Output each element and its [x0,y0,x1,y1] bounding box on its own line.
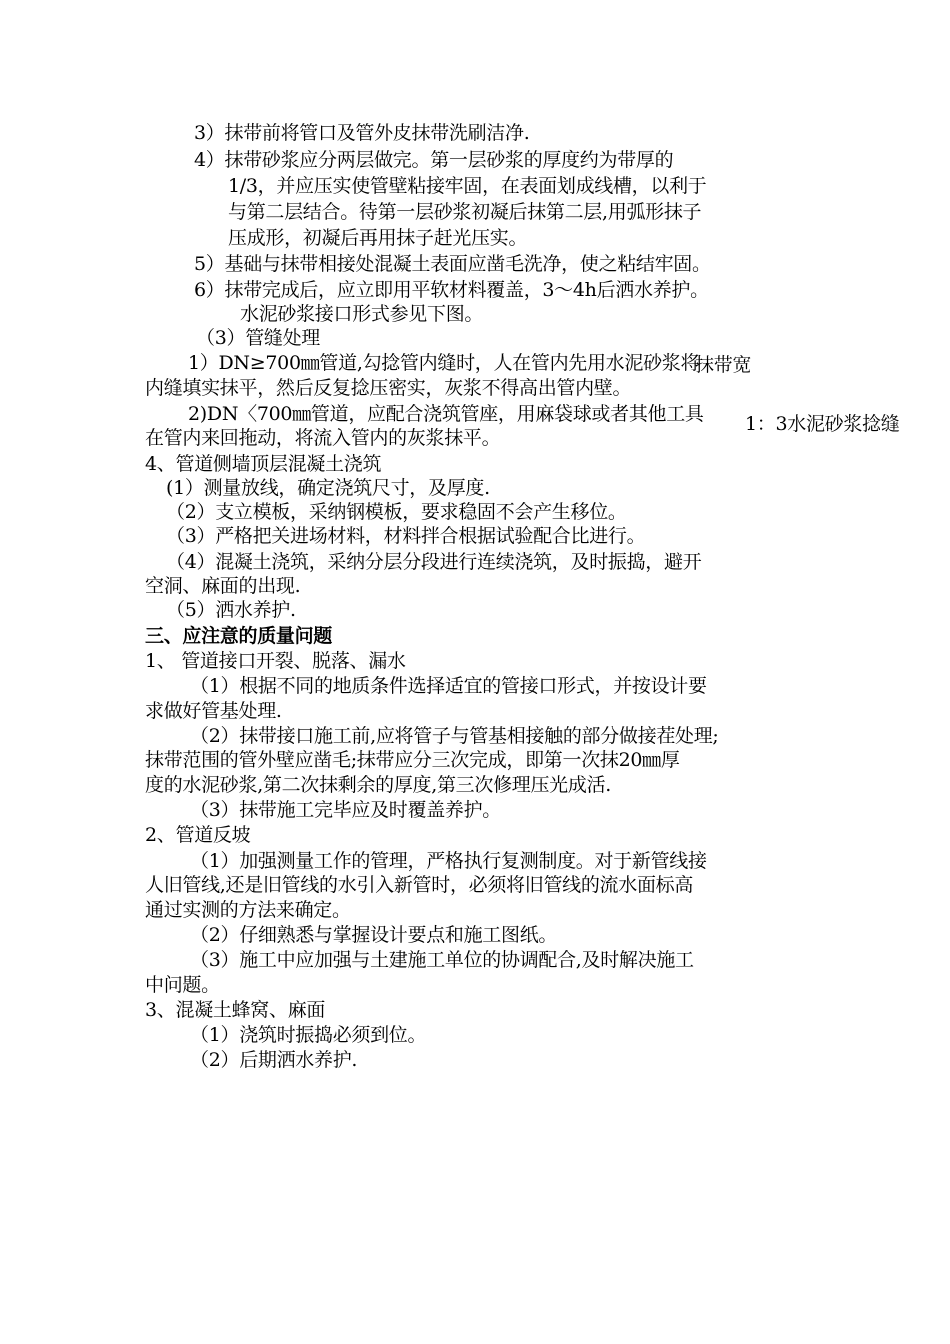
text-line: 通过实测的方法来确定。 [145,899,351,921]
text-line: 中问题。 [145,974,220,996]
text-line: （4）混凝土浇筑，采纳分层分段进行连续浇筑，及时振捣，避开 [166,551,702,573]
figure-label-mortar: 1：3水泥砂浆捻缝 [745,413,900,435]
text-line: （2）后期洒水养护. [190,1049,358,1071]
text-line: （3）管缝处理 [196,327,320,349]
text-line: 内缝填实抹平，然后反复捻压密实，灰浆不得高出管内壁。 [145,377,632,399]
section-heading: 3、混凝土蜂窝、麻面 [145,999,326,1021]
text-line: （1）浇筑时振捣必须到位。 [190,1024,427,1046]
text-line: 空洞、麻面的出现. [145,575,301,597]
text-line: 4）抹带砂浆应分两层做完。第一层砂浆的厚度约为带厚的 [194,149,674,171]
text-line: 求做好管基处理. [145,700,282,722]
text-line: （3）施工中应加强与土建施工单位的协调配合,及时解决施工 [190,949,694,971]
text-line: 人旧管线,还是旧管线的水引入新管时，必须将旧管线的流水面标高 [145,874,694,896]
text-line: （2）仔细熟悉与掌握设计要点和施工图纸。 [190,924,558,946]
text-line: （1）加强测量工作的管理，严格执行复测制度。对于新管线接 [190,850,707,872]
text-line: (1）测量放线，确定浇筑尺寸，及厚度. [166,477,490,499]
text-line: 水泥砂浆接口形式参见下图。 [240,303,484,325]
section-heading: 三、应注意的质量问题 [145,625,333,647]
text-line: 度的水泥砂浆,第二次抹剩余的厚度,第三次修理压光成活. [145,774,612,796]
text-line: 在管内来回拖动，将流入管内的灰浆抹平。 [145,427,501,449]
text-line: （5）洒水养护. [166,599,296,621]
section-heading: 4、管道侧墙顶层混凝土浇筑 [145,453,382,475]
section-heading: 2、管道反坡 [145,824,251,846]
text-line: 1）DN≥700㎜管道,勾捻管内缝时，人在管内先用水泥砂浆将 [188,352,700,374]
text-line: （1）根据不同的地质条件选择适宜的管接口形式，并按设计要 [190,675,707,697]
text-line: （2）抹带接口施工前,应将管子与管基相接触的部分做接茬处理; [190,725,719,747]
text-line: 3）抹带前将管口及管外皮抹带洗刷洁净. [194,122,530,144]
text-line: 6）抹带完成后，应立即用平软材料覆盖，3～4h后洒水养护。 [194,279,709,301]
text-line: （2）支立模板，采纳钢模板，要求稳固不会产生移位。 [166,501,627,523]
text-line: 压成形，初凝后再用抹子赶光压实。 [228,227,528,249]
text-line: 抹带范围的管外壁应凿毛;抹带应分三次完成，即第一次抹20㎜厚 [145,749,680,771]
section-heading: 1、 管道接口开裂、脱落、漏水 [145,650,406,672]
figure-label-width: 抹带宽 [695,354,752,376]
text-line: 5）基础与抹带相接处混凝土表面应凿毛洗净，使之粘结牢固。 [194,253,711,275]
text-line: （3）严格把关进场材料，材料拌合根据试验配合比进行。 [166,525,646,547]
text-line: 与第二层结合。待第一层砂浆初凝后抹第二层,用弧形抹子 [228,201,702,223]
text-line: 2)DN〈700㎜管道，应配合浇筑管座，用麻袋球或者其他工具 [188,403,704,425]
text-line: （3）抹带施工完毕应及时覆盖养护。 [190,799,501,821]
text-line: 1/3，并应压实使管壁粘接牢固，在表面划成线槽，以利于 [228,175,707,197]
